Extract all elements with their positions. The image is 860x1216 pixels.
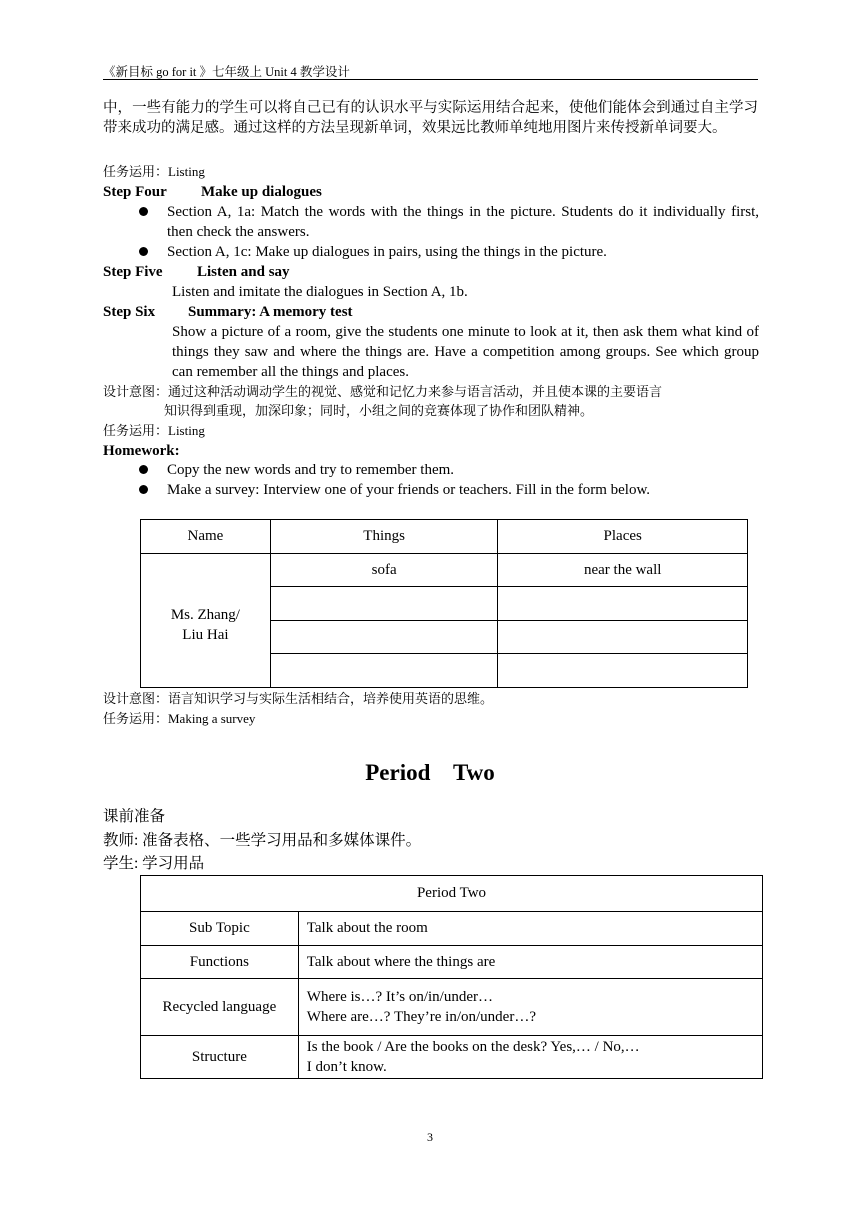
step5-label: Step Five bbox=[103, 264, 163, 280]
survey-cell-place bbox=[498, 587, 748, 621]
step5-title: Listen and say bbox=[197, 264, 290, 280]
table-row bbox=[141, 946, 763, 979]
bullet-icon bbox=[139, 465, 148, 474]
survey-header-places: Places bbox=[498, 520, 748, 554]
prep-teacher: 教师: 准备表格、一些学习用品和多媒体课件。 bbox=[103, 832, 422, 849]
survey-table bbox=[140, 519, 748, 688]
step6-label: Step Six bbox=[103, 304, 156, 320]
period-table-title-row bbox=[141, 876, 763, 912]
design-intent-2: 设计意图：语言知识学习与实际生活相结合，培养使用英语的思维。 bbox=[103, 691, 494, 706]
bullet-icon bbox=[139, 207, 148, 216]
step4-label: Step Four bbox=[103, 184, 167, 200]
table-row bbox=[141, 912, 763, 946]
survey-name-line2: Liu Hai bbox=[182, 626, 229, 643]
period-table-title: Period Two bbox=[141, 876, 763, 912]
page-number: 3 bbox=[427, 1130, 433, 1144]
row-value-line2: Where are…? They’re in/on/under…? bbox=[306, 1009, 536, 1025]
task-use-1: 任务运用：Listing bbox=[103, 164, 205, 179]
row-value-line1: Where is…? It’s on/in/under… bbox=[306, 989, 493, 1005]
survey-cell-place bbox=[498, 654, 748, 688]
survey-cell-thing bbox=[270, 654, 498, 688]
row-value: Talk about where the things are bbox=[298, 946, 762, 979]
step5-text: Listen and imitate the dialogues in Section A, 1b. bbox=[172, 284, 468, 300]
step6-title: Summary: A memory test bbox=[188, 304, 353, 320]
survey-cell-thing: sofa bbox=[270, 554, 498, 587]
table-row bbox=[141, 979, 763, 1036]
homework-label: Homework: bbox=[103, 443, 180, 459]
step4-bullet-1: Section A, 1a: Match the words with the things in the picture. Students do it individually first, then check the answers. bbox=[167, 204, 759, 240]
homework-item-2: Make a survey: Interview one of your friends or teachers. Fill in the form below. bbox=[167, 482, 651, 498]
row-value-line2: I don’t know. bbox=[306, 1059, 387, 1075]
bullet-icon bbox=[139, 247, 148, 256]
task-use-2: 任务运用：Listing bbox=[103, 423, 205, 438]
bullet-icon bbox=[139, 485, 148, 494]
survey-header-row bbox=[141, 520, 748, 554]
row-value bbox=[298, 979, 762, 1036]
design-intent-1-line1: 设计意图：通过这种活动调动学生的视觉、感觉和记忆力来参与语言活动，并且使本课的主要语言 bbox=[103, 384, 663, 399]
table-row bbox=[141, 554, 748, 587]
design-intent-1-line2: 知识得到重现，加深印象；同时，小组之间的竞赛体现了协作和团队精神。 bbox=[164, 403, 594, 418]
header-rule bbox=[103, 79, 758, 80]
step4-bullet-2: Section A, 1c: Make up dialogues in pairs, using the things in the picture. bbox=[167, 244, 607, 260]
period-title: Period Two bbox=[365, 760, 495, 785]
period-table bbox=[140, 875, 763, 1079]
row-value bbox=[298, 1036, 762, 1079]
survey-header-things: Things bbox=[270, 520, 498, 554]
row-value: Talk about the room bbox=[298, 912, 762, 946]
survey-cell-place bbox=[498, 621, 748, 654]
task-use-3: 任务运用：Making a survey bbox=[103, 711, 256, 726]
homework-item-1: Copy the new words and try to remember them. bbox=[167, 462, 455, 478]
page-header: 《新目标 go for it 》七年级上 Unit 4 教学设计 bbox=[103, 65, 350, 79]
survey-cell-thing bbox=[270, 587, 498, 621]
row-value-line1: Is the book / Are the books on the desk? Yes,… / No,… bbox=[306, 1039, 640, 1055]
row-label: Structure bbox=[141, 1036, 299, 1079]
row-label: Sub Topic bbox=[141, 912, 299, 946]
step6-text: Show a picture of a room, give the students one minute to look at it, then ask them what kind of things they saw and where the things are. Have a competition among groups. See which group can remember all the things and places. bbox=[172, 324, 759, 380]
row-label: Recycled language bbox=[141, 979, 299, 1036]
survey-header-name: Name bbox=[141, 520, 271, 554]
survey-name-cell bbox=[141, 554, 271, 688]
survey-cell-place: near the wall bbox=[498, 554, 748, 587]
table-row bbox=[141, 1036, 763, 1079]
step4-title: Make up dialogues bbox=[201, 184, 322, 200]
survey-name-line1: Ms. Zhang/ bbox=[170, 606, 240, 623]
survey-cell-thing bbox=[270, 621, 498, 654]
row-label: Functions bbox=[141, 946, 299, 979]
prep-heading: 课前准备 bbox=[103, 808, 166, 825]
prep-student: 学生: 学习用品 bbox=[103, 855, 205, 872]
intro-paragraph: 中，一些有能力的学生可以将自己已有的认识水平与实际运用结合起来，使他们能体会到通过自主学习带来成功的满足感。通过这样的方法呈现新单词，效果远比教师单纯地用图片来传授新单词要大。 bbox=[103, 100, 758, 136]
